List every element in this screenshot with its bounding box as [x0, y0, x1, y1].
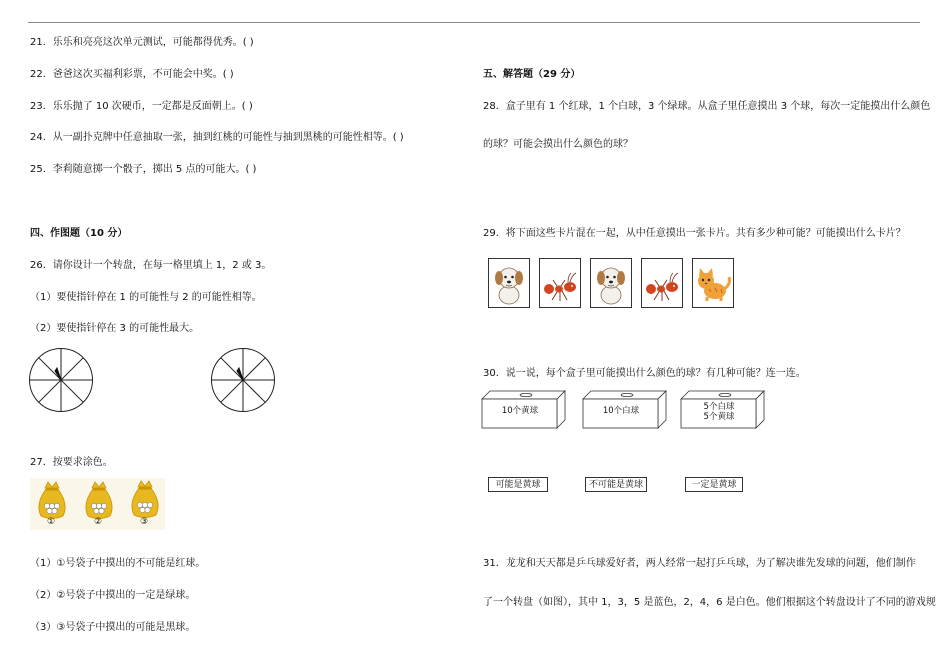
question-27: 27．按要求涂色。	[30, 457, 113, 468]
dog-icon	[591, 259, 631, 307]
spinner-2	[210, 347, 276, 413]
bag-3-label: ③	[140, 517, 149, 527]
card-ant-1	[539, 258, 581, 308]
spinner-1	[28, 347, 94, 413]
cat-icon	[693, 259, 733, 307]
card-cat	[692, 258, 734, 308]
bag-1-label: ①	[47, 517, 56, 527]
question-23: 23．乐乐抛了 10 次硬币，一定都是反面朝上。( )	[30, 101, 253, 112]
box-3-text-line-1: 5个白球	[703, 402, 735, 412]
question-31-line-1: 31．龙龙和天天都是乒乓球爱好者，两人经常一起打乒乓球，为了解决谁先发球的问题，他们制作	[483, 558, 916, 569]
bag-2-label: ②	[94, 517, 103, 527]
top-rule	[28, 22, 920, 23]
label-possible-yellow[interactable]: 可能是黄球	[488, 477, 548, 492]
question-26-part-2: （2）要使指针停在 3 的可能性最大。	[30, 323, 200, 334]
card-dog-2	[590, 258, 632, 308]
question-28-line-1: 28．盒子里有 1 个红球，1 个白球，3 个绿球。从盒子里任意摸出 3 个球，每次一定能摸出什么颜色	[483, 101, 931, 112]
dog-icon	[489, 259, 529, 307]
question-25: 25．李莉随意掷一个骰子，掷出 5 点的可能大。( )	[30, 164, 257, 175]
question-24: 24．从一副扑克牌中任意抽取一张，抽到红桃的可能性与抽到黑桃的可能性相等。( )	[30, 132, 404, 143]
card-dog-1	[488, 258, 530, 308]
question-27-part-1: （1）①号袋子中摸出的不可能是红球。	[30, 558, 206, 569]
question-31-line-2: 了一个转盘（如图），其中 1，3，5 是蓝色，2，4，6 是白色。他们根据这个转盘设计了不同的游戏规	[483, 597, 936, 608]
box-2-text: 10个白球	[602, 406, 640, 416]
box-3-text-line-2: 5个黄球	[703, 412, 735, 422]
box-1-text: 10个黄球	[501, 406, 539, 416]
question-28-line-2: 的球？可能会摸出什么颜色的球？	[483, 139, 633, 150]
question-30: 30．说一说，每个盒子里可能摸出什么颜色的球？有几种可能？连一连。	[483, 368, 806, 379]
question-27-part-3: （3）③号袋子中摸出的可能是黑球。	[30, 622, 196, 633]
question-26-part-1: （1）要使指针停在 1 的可能性与 2 的可能性相等。	[30, 292, 262, 303]
section-4-heading: 四、作图题（10 分）	[30, 228, 128, 239]
question-27-part-2: （2）②号袋子中摸出的一定是绿球。	[30, 590, 196, 601]
question-29: 29．将下面这些卡片混在一起，从中任意摸出一张卡片。共有多少种可能？可能摸出什么卡片？	[483, 228, 906, 239]
label-impossible-yellow[interactable]: 不可能是黄球	[585, 477, 647, 492]
section-5-heading: 五、解答题（29 分）	[483, 69, 581, 80]
question-21: 21．乐乐和亮亮这次单元测试，可能都得优秀。( )	[30, 37, 254, 48]
question-22: 22．爸爸这次买福利彩票，不可能会中奖。( )	[30, 69, 234, 80]
label-certain-yellow[interactable]: 一定是黄球	[685, 477, 743, 492]
ant-icon	[540, 259, 580, 307]
question-26: 26．请你设计一个转盘，在每一格里填上 1，2 或 3。	[30, 260, 272, 271]
card-ant-2	[641, 258, 683, 308]
ant-icon	[642, 259, 682, 307]
